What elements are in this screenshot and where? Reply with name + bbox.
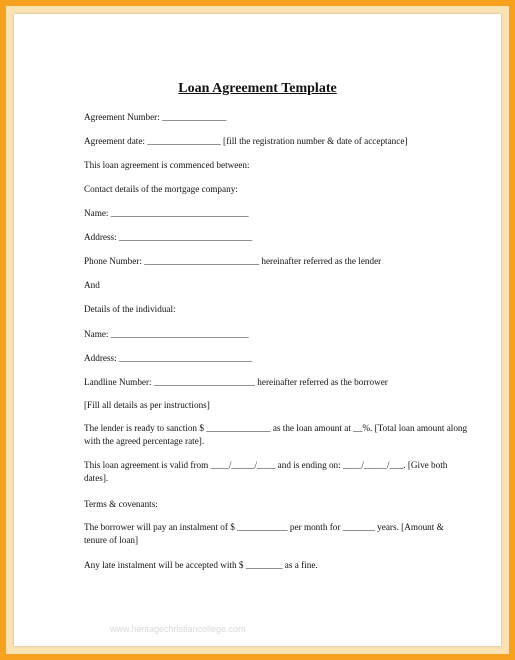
and-line: And — [84, 280, 100, 290]
company-phone-line: Phone Number: _________________________ hereinafter referred as the lender — [84, 256, 382, 266]
agreement-date-line: Agreement date: ________________ [fill the registration number & date of acceptance] — [84, 136, 408, 146]
company-address-line: Address: _____________________________ — [84, 232, 253, 242]
individual-heading: Details of the individual: — [84, 304, 176, 314]
document-page — [14, 14, 501, 646]
terms-heading: Terms & covenants: — [84, 499, 158, 509]
company-contact-heading: Contact details of the mortgage company: — [84, 184, 238, 194]
sanction-paragraph: The lender is ready to sanction $ ______________ as the loan amount at __%. [Total loan amount along with the agreed percentage rate]. — [84, 423, 468, 446]
validity-paragraph: This loan agreement is valid from ____/_____/____ and is ending on: ____/_____/___. [Give both dates]. — [84, 460, 448, 483]
individual-name-line: Name: ______________________________ — [84, 329, 249, 339]
individual-address-line: Address: _____________________________ — [84, 353, 253, 363]
watermark: www.heritagechristiancollege.com — [110, 624, 246, 634]
document-title: Loan Agreement Template — [178, 81, 337, 96]
commenced-between-line: This loan agreement is commenced between: — [84, 160, 250, 170]
instalment-paragraph: The borrower will pay an instalment of $ ___________ per month for _______ years. [Amount & tenure of loan] — [84, 522, 444, 545]
late-fine-line: Any late instalment will be accepted with $ ________ as a fine. — [84, 560, 318, 570]
instructions-line: [Fill all details as per instructions] — [84, 400, 210, 410]
company-name-line: Name: ______________________________ — [84, 208, 249, 218]
landline-line: Landline Number: ______________________ hereinafter referred as the borrower — [84, 377, 388, 387]
agreement-number-line: Agreement Number: ______________ — [84, 112, 227, 122]
